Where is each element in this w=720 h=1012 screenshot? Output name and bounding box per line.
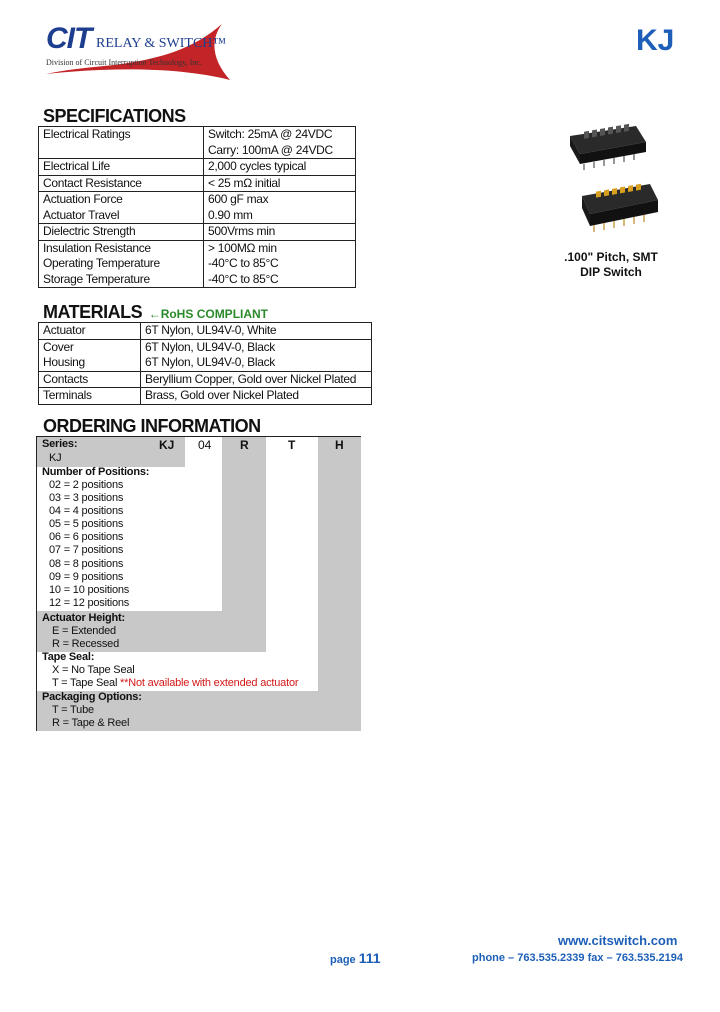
list-item: 12 = 12 positions <box>49 597 130 609</box>
specifications-table <box>38 126 356 288</box>
spec-value: > 100MΩ min -40°C to 85°C -40°C to 85°C <box>204 240 356 288</box>
ordering-chart <box>36 436 361 731</box>
table-row <box>39 371 372 388</box>
spec-value: < 25 mΩ initial <box>204 175 356 192</box>
logo-cit-text: CIT <box>46 22 92 55</box>
list-item: 02 = 2 positions <box>49 479 124 491</box>
list-item: 10 = 10 positions <box>49 584 130 596</box>
material-value: 6T Nylon, UL94V-0, White <box>141 323 372 340</box>
series-code: KJ <box>636 24 675 57</box>
seal-label: Tape Seal: <box>42 651 95 663</box>
code-seal: T <box>288 438 296 452</box>
ordering-title: ORDERING INFORMATION <box>43 416 261 436</box>
material-label: Terminals <box>39 388 141 405</box>
list-item: 03 = 3 positions <box>49 492 124 504</box>
table-row <box>39 240 356 288</box>
table-row <box>39 323 372 340</box>
list-item: 07 = 7 positions <box>49 544 124 556</box>
spec-value: 2,000 cycles typical <box>204 159 356 176</box>
rohs-compliant-badge: ←RoHS COMPLIANT <box>148 307 269 321</box>
table-row <box>39 127 356 159</box>
spec-label: Actuation Force Actuator Travel <box>39 192 204 224</box>
material-value: Brass, Gold over Nickel Plated <box>141 388 372 405</box>
contact-info: phone – 763.535.2339 fax – 763.535.2194 <box>472 952 683 964</box>
product-caption: .100" Pitch, SMT DIP Switch <box>564 250 658 279</box>
spec-label: Dielectric Strength <box>39 224 204 241</box>
material-value: 6T Nylon, UL94V-0, Black 6T Nylon, UL94V-0, Black <box>141 339 372 371</box>
code-h-shade <box>318 437 361 731</box>
code-series: KJ <box>159 438 175 452</box>
materials-title-text: MATERIALS <box>43 302 143 322</box>
code-height: R <box>240 438 249 452</box>
list-item: 08 = 8 positions <box>49 558 124 570</box>
website-link[interactable]: www.citswitch.com <box>558 933 678 948</box>
spec-value: Switch: 25mA @ 24VDC Carry: 100mA @ 24VDC <box>204 127 356 159</box>
company-logo <box>44 22 234 92</box>
material-label: Contacts <box>39 371 141 388</box>
logo-tagline: RELAY & SWITCH™ <box>96 36 227 51</box>
list-item: E = Extended <box>52 625 116 637</box>
table-row <box>39 159 356 176</box>
spec-label: Contact Resistance <box>39 175 204 192</box>
list-item: 05 = 5 positions <box>49 518 124 530</box>
dip-switch-photo <box>560 118 660 248</box>
packaging-label: Packaging Options: <box>42 691 142 703</box>
spec-label: Electrical Life <box>39 159 204 176</box>
list-item: 04 = 4 positions <box>49 505 124 517</box>
code-positions: 04 <box>198 438 212 452</box>
list-item: 06 = 6 positions <box>49 531 124 543</box>
table-row <box>39 192 356 224</box>
spec-value: 500Vrms min <box>204 224 356 241</box>
list-item: T = Tape Seal **Not available with extended actuator <box>52 677 299 689</box>
height-label: Actuator Height: <box>42 612 125 624</box>
list-item: T = Tube <box>52 704 94 716</box>
material-label: Actuator <box>39 323 141 340</box>
series-label: Series: <box>42 438 78 450</box>
list-item: 09 = 9 positions <box>49 571 124 583</box>
spec-label: Insulation Resistance Operating Temperature Storage Temperature <box>39 240 204 288</box>
materials-table <box>38 322 372 405</box>
spec-label: Electrical Ratings <box>39 127 204 159</box>
page-number: page 111 <box>330 950 381 966</box>
list-item: X = No Tape Seal <box>52 664 135 676</box>
table-row <box>39 388 372 405</box>
spec-value: 600 gF max 0.90 mm <box>204 192 356 224</box>
table-row <box>39 339 372 371</box>
material-value: Beryllium Copper, Gold over Nickel Plated <box>141 371 372 388</box>
list-item: R = Tape & Reel <box>52 717 130 729</box>
table-row <box>39 224 356 241</box>
material-label: Cover Housing <box>39 339 141 371</box>
seal-note: **Not available with extended actuator <box>120 677 299 689</box>
table-row <box>39 175 356 192</box>
code-packaging: H <box>335 438 344 452</box>
positions-label: Number of Positions: <box>42 466 150 478</box>
list-item: R = Recessed <box>52 638 119 650</box>
materials-title <box>43 302 268 323</box>
series-value: KJ <box>49 452 62 464</box>
specifications-title: SPECIFICATIONS <box>43 106 186 126</box>
logo-subtitle: Division of Circuit Interruption Technology, Inc. <box>46 58 202 67</box>
